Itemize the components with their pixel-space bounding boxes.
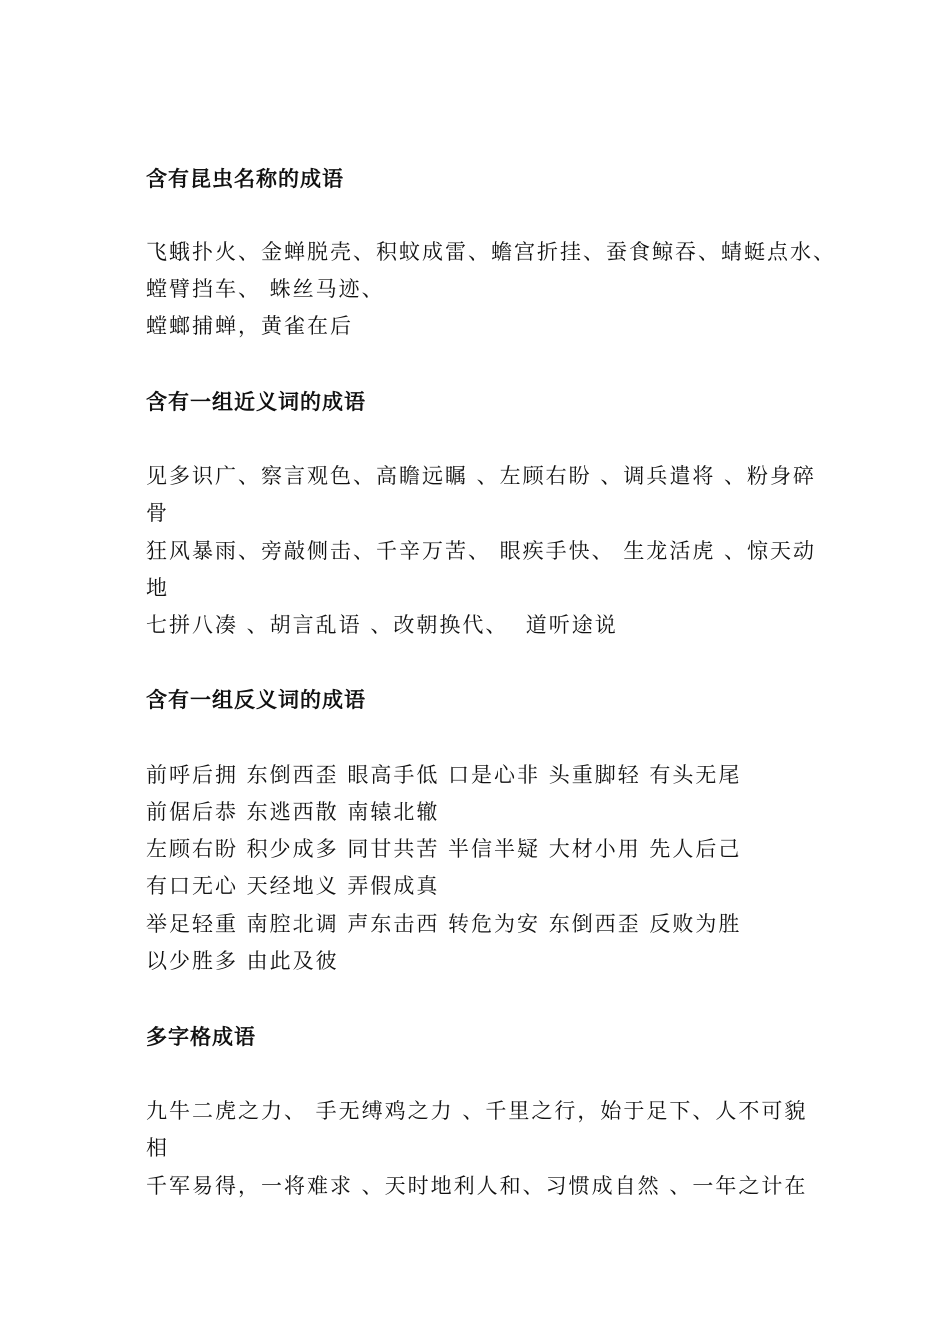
section-heading-antonyms: 含有一组反义词的成语 [146, 688, 366, 712]
idiom-line: 相 [146, 1136, 169, 1160]
idiom-line: 飞蛾扑火、金蝉脱壳、积蚊成雷、蟾宫折挂、蚕食鲸吞、蜻蜓点水、 [146, 240, 836, 264]
section-heading-multi-char: 多字格成语 [146, 1025, 256, 1049]
idiom-line: 骨 [146, 501, 169, 525]
idiom-line: 螳臂挡车、 蛛丝马迹、 [146, 277, 385, 301]
section-heading-insects: 含有昆虫名称的成语 [146, 167, 344, 191]
idiom-line: 见多识广、察言观色、高瞻远瞩 、左顾右盼 、调兵遣将 、粉身碎 [146, 464, 817, 488]
section-heading-synonyms: 含有一组近义词的成语 [146, 390, 366, 414]
idiom-line: 狂风暴雨、旁敲侧击、千辛万苦、 眼疾手快、 生龙活虎 、惊天动 [146, 539, 817, 563]
idiom-line: 举足轻重 南腔北调 声东击西 转危为安 东倒西歪 反败为胜 [146, 912, 742, 936]
idiom-line: 前倨后恭 东逃西散 南辕北辙 [146, 800, 440, 824]
idiom-line: 地 [146, 576, 169, 600]
idiom-line: 左顾右盼 积少成多 同甘共苦 半信半疑 大材小用 先人后己 [146, 837, 742, 861]
idiom-line: 七拼八凑 、胡言乱语 、改朝换代、 道听途说 [146, 613, 618, 637]
idiom-line: 螳螂捕蝉，黄雀在后 [146, 314, 353, 338]
idiom-line: 以少胜多 由此及彼 [146, 949, 339, 973]
idiom-line: 千军易得，一将难求 、天时地利人和、习惯成自然 、一年之计在 [146, 1174, 808, 1198]
idiom-line: 有口无心 天经地义 弄假成真 [146, 874, 440, 898]
idiom-line: 九牛二虎之力、 手无缚鸡之力 、千里之行，始于足下、人不可貌 [146, 1099, 808, 1123]
idiom-line: 前呼后拥 东倒西歪 眼高手低 口是心非 头重脚轻 有头无尾 [146, 763, 742, 787]
